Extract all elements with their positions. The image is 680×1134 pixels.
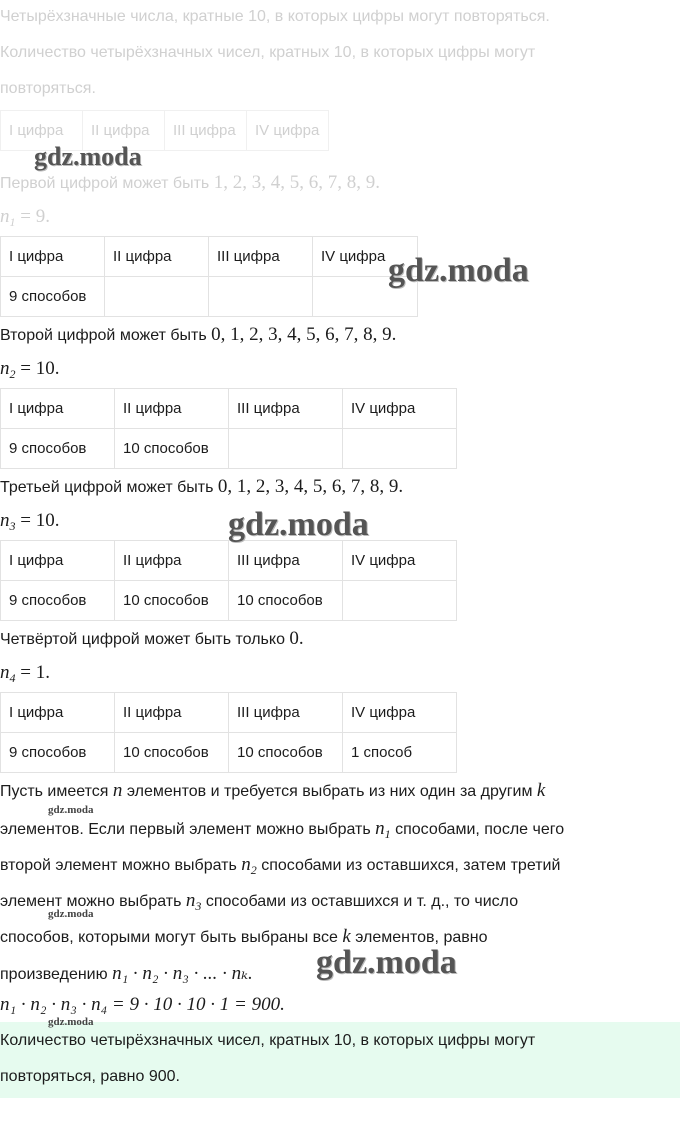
step2-text: Второй цифрой может быть 0, 1, 2, 3, 4, 5, 6, 7, 8, 9. [0, 324, 397, 345]
step4-equation: $n_4 = 1$. [0, 662, 50, 686]
header-cell: I цифра [1, 111, 83, 151]
value-cell: 9 способов [1, 733, 115, 773]
header-cell: IV цифра [313, 237, 418, 277]
rule-line-2: элементов. Если первый элемент можно выбрать $n_1$ способами, после чего [0, 818, 565, 842]
rule-line-5: способов, которыми могут быть выбраны все k элементов, равно [0, 926, 488, 947]
value-cell: 1 способ [343, 733, 457, 773]
answer-box [0, 1022, 680, 1098]
step3-equation: $n_3 = 10$. [0, 510, 60, 534]
watermark: gdz.moda [316, 944, 457, 981]
value-cell: 10 способов [115, 429, 229, 469]
header-cell: IV цифра [247, 111, 329, 151]
header-cell: I цифра [1, 389, 115, 429]
table-2 [0, 388, 457, 469]
value-cell: 9 способов [1, 429, 115, 469]
value-cell [105, 277, 209, 317]
watermark: gdz.moda [228, 506, 369, 543]
value-cell: 10 способов [115, 733, 229, 773]
value-cell [209, 277, 313, 317]
value-cell: 10 способов [229, 581, 343, 621]
rule-line-6: произведению n₁ · n₂ · n₃ · ... · nₖ. [0, 963, 253, 984]
watermark: gdz.moda [388, 252, 529, 289]
answer-line-2: повторяться, равно 900. [0, 1068, 180, 1085]
header-cell: IV цифра [343, 693, 457, 733]
watermark: gdz.moda [48, 804, 94, 816]
header-cell: II цифра [83, 111, 165, 151]
header-cell: II цифра [105, 237, 209, 277]
value-cell: 9 способов [1, 277, 105, 317]
rule-line-1: Пусть имеется n элементов и требуется выбрать из них один за другим k [0, 780, 546, 801]
table-3 [0, 540, 457, 621]
value-cell: 9 способов [1, 581, 115, 621]
header-cell: I цифра [1, 237, 105, 277]
value-cell [343, 429, 457, 469]
step3-text: Третьей цифрой может быть 0, 1, 2, 3, 4, 5, 6, 7, 8, 9. [0, 476, 404, 497]
header-cell: IV цифра [343, 389, 457, 429]
header-cell: I цифра [1, 541, 115, 581]
value-cell: 10 способов [229, 733, 343, 773]
header-cell: IV цифра [343, 541, 457, 581]
header-cell: III цифра [165, 111, 247, 151]
header-cell: III цифра [229, 693, 343, 733]
watermark: gdz.moda [48, 1016, 94, 1028]
table-4 [0, 692, 457, 773]
value-cell [343, 581, 457, 621]
value-cell: 10 способов [115, 581, 229, 621]
header-cell: II цифра [115, 693, 229, 733]
watermark: gdz.moda [34, 142, 142, 171]
step1-equation: $n_1 = 9$. [0, 206, 50, 230]
intro-line-3: повторяться. [0, 80, 96, 97]
header-cell: II цифра [115, 389, 229, 429]
header-cell: III цифра [209, 237, 313, 277]
rule-line-3: второй элемент можно выбрать $n_2$ способами из оставшихся, затем третий [0, 854, 561, 878]
header-cell: III цифра [229, 389, 343, 429]
watermark: gdz.moda [48, 908, 94, 920]
header-cell: III цифра [229, 541, 343, 581]
product-equation: n₁ · n₂ · n₃ · n₄ = 9 · 10 · 10 · 1 = 900. [0, 994, 285, 1015]
step1-text: Первой цифрой может быть 1, 2, 3, 4, 5, 6, 7, 8, 9. [0, 172, 380, 193]
intro-line-2: Количество четырёхзначных чисел, кратных 10, в которых цифры могут [0, 44, 536, 61]
header-cell: II цифра [115, 541, 229, 581]
rule-line-4: элемент можно выбрать $n_3$ способами из оставшихся и т. д., то число [0, 890, 519, 914]
answer-line-1: Количество четырёхзначных чисел, кратных 10, в которых цифры могут [0, 1032, 536, 1049]
table-1 [0, 236, 418, 317]
step2-equation: $n_2 = 10$. [0, 358, 60, 382]
header-cell: I цифра [1, 693, 115, 733]
intro-line-1: Четырёхзначные числа, кратные 10, в которых цифры могут повторяться. [0, 8, 550, 25]
step4-text: Четвёртой цифрой может быть только 0. [0, 628, 304, 649]
value-cell [229, 429, 343, 469]
